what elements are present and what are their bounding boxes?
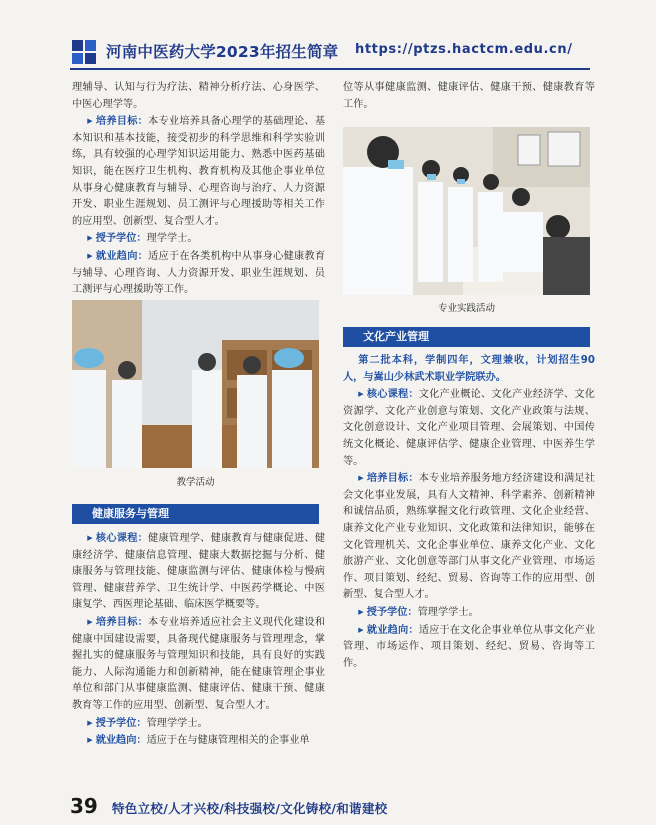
degree-text: 理学学士。 <box>146 233 198 245</box>
career-text: 适应于在各类机构中从事身心健康教育与辅导、心理咨询、人力资源开发、职业生涯规划、员工测评与心理援助等工作。 <box>72 250 326 296</box>
career-label: ▶ 就业趋向： <box>358 625 418 636</box>
degree-label: ▶ 授予学位： <box>87 718 146 729</box>
training-goal-label: ▶ 培养目标： <box>358 473 418 484</box>
core-courses-label: ▶ 核心课程： <box>358 389 418 400</box>
degree-text: 管理学学士。 <box>146 717 208 729</box>
practice-activity-photo <box>343 127 590 295</box>
brochure-title: 河南中医药大学2023年招生简章 <box>106 43 339 61</box>
health-service-body <box>72 530 325 750</box>
core-courses-text: 文化产业概论、文化产业经济学、文化资源学、文化产业创意与策划、文化产业政策与法规、文化创意设计、文化产业项目管理、会展策划、中国传统文化概论、健康评估学、健康企业管理、中医养生学等。 <box>343 389 595 467</box>
section-heading-health-service: 健康服务与管理 <box>72 504 319 524</box>
training-goal-paragraph <box>343 470 595 604</box>
page-number: 39 <box>70 794 98 818</box>
training-goal-text: 本专业培养适应社会主义现代化建设和健康中国建设需要，具备现代健康服务与管理理念，掌握扎实的健康服务与管理知识和技能，具有良好的实践能力、人际沟通能力和创新精神，能在健康管理企事业单位和部门从事健康监测、健康评估、健康干预、健康教育等工作的应用型、创新型、复合型人才。 <box>72 616 326 711</box>
degree-label: ▶ 授予学位： <box>87 233 146 244</box>
continued-text: 理辅导、认知与行为疗法、精神分析疗法、心身医学、中医心理学等。 <box>72 82 325 110</box>
degree-paragraph <box>72 230 325 248</box>
degree-label: ▶ 授予学位： <box>358 607 417 618</box>
core-courses-text: 健康管理学、健康教育与健康促进、健康经济学、健康信息管理、健康大数据挖掘与分析、健康服务与管理技能、健康监测与评估、健康体检与慢病管理、健康营养学、卫生统计学、中医药学概论、中医康复学、西医理论基础、临床医学概要等。 <box>72 533 326 611</box>
training-goal-text: 本专业培养服务地方经济建设和满足社会文化事业发展，具有人文精神、科学素养、创新精神和诚信品质，熟练掌握文化行政管理、文化企业经营、康养文化产业专业知识、文化政策和法律知识，能够在文化管理机关、文化企事业单位、康养文化产业、文化旅游产业、文化创意等部门从事文化产业管理、市场运作、项目策划、经纪、贸易、咨询等工作的应用型、创新型、复合型人才。 <box>343 473 595 601</box>
section-heading-culture-industry: 文化产业管理 <box>343 327 590 347</box>
training-goal-text: 本专业培养具备心理学的基础理论、基本知识和基本技能，接受初步的科学思维和科学实验训练，具有较强的心理学知识运用能力、熟悉中医药基础知识，能在医疗卫生机构、教育机构及其他企事业单位从事身心健康教育与辅导、心理咨询与治疗、人力资源开发、职业生涯规划、员工测评与心理援助等相关工作的应用型、创新型、复合型人才。 <box>72 116 326 227</box>
training-goal-paragraph <box>72 614 325 715</box>
teaching-activity-photo <box>72 300 319 468</box>
training-goal-label: ▶ 培养目标： <box>87 617 148 628</box>
practice-scene-illustration <box>343 127 590 295</box>
admissions-url: https://ptzs.hactcm.edu.cn/ <box>355 42 573 57</box>
university-slogan: 特色立校/人才兴校/科技强校/文化铸校/和谐建校 <box>112 801 388 816</box>
career-label: ▶ 就业趋向： <box>87 735 146 746</box>
degree-paragraph <box>343 604 595 622</box>
core-courses-paragraph <box>72 530 325 614</box>
brand-mark-icon <box>72 40 98 64</box>
teaching-activity-caption: 教学活动 <box>176 477 215 488</box>
career-paragraph <box>343 622 595 673</box>
career-text: 适应于在与健康管理相关的企事业单 <box>146 735 310 747</box>
training-goal-label: ▶ 培养目标： <box>87 116 148 127</box>
degree-paragraph <box>72 715 325 733</box>
program-intro: 第二批本科，学制四年，文理兼收，计划招生90人，与嵩山少林武术职业学院联办。 <box>343 355 595 383</box>
training-goal-paragraph <box>72 113 325 230</box>
left-column-top <box>72 80 325 299</box>
page-header <box>0 30 656 74</box>
culture-industry-body <box>343 353 595 672</box>
degree-text: 管理学学士。 <box>417 606 479 618</box>
teaching-scene-illustration <box>72 300 319 468</box>
practice-activity-caption: 专业实践活动 <box>437 303 495 314</box>
page-footer <box>70 794 590 820</box>
career-text: 适应于在文化企事业单位从事文化产业管理、市场运作、项目策划、经纪、贸易、咨询等工作。 <box>343 624 595 669</box>
career-paragraph <box>72 248 325 299</box>
career-paragraph <box>72 732 325 750</box>
continued-text: 位等从事健康监测、健康评估、健康干预、健康教育等工作。 <box>343 82 595 110</box>
core-courses-label: ▶ 核心课程： <box>87 533 148 544</box>
core-courses-paragraph <box>343 386 595 470</box>
header-divider <box>70 68 590 70</box>
career-label: ▶ 就业趋向： <box>87 251 148 262</box>
right-column-top <box>343 80 595 113</box>
